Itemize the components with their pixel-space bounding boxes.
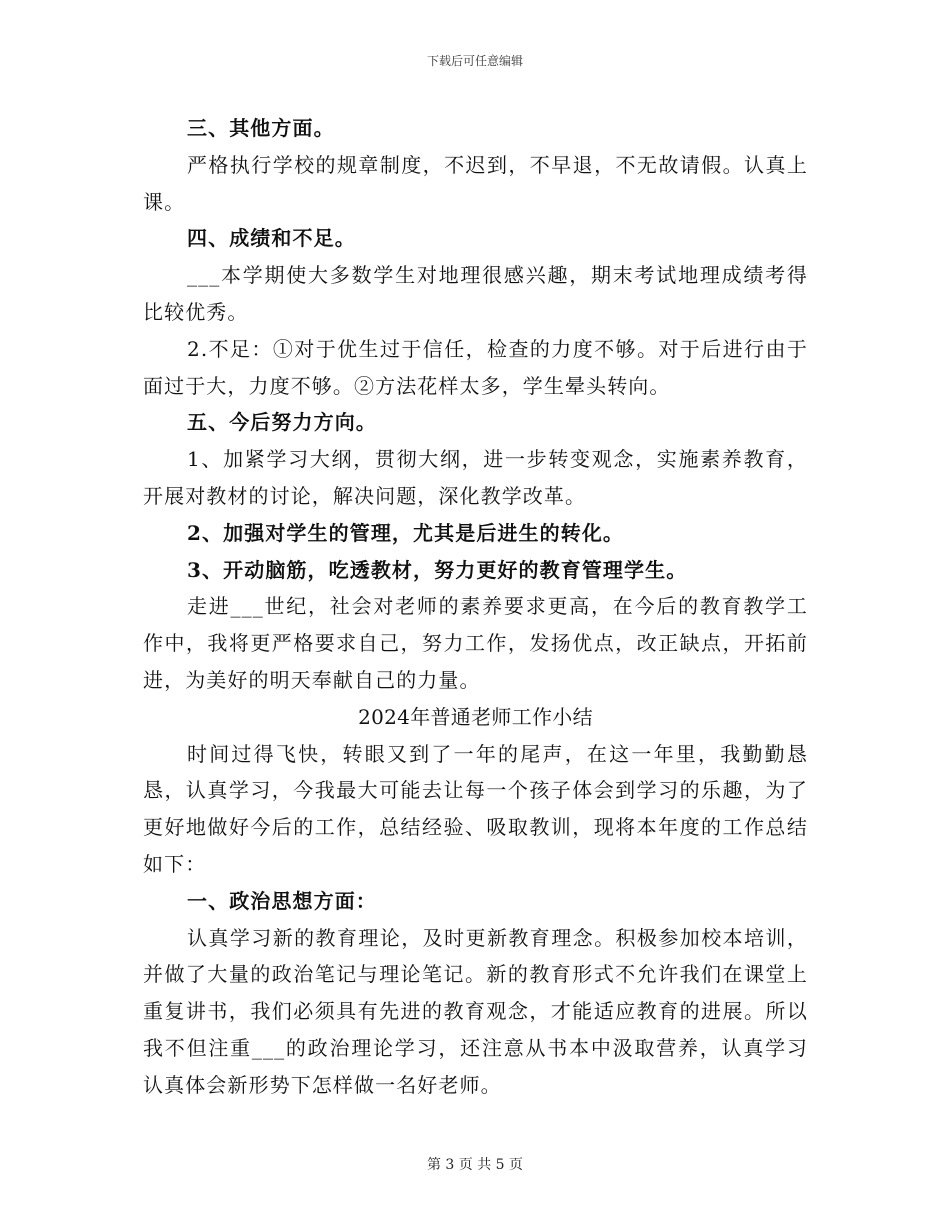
paragraph: 时间过得飞快，转眼又到了一年的尾声，在这一年里，我勤勤恳恳，认真学习，今我最大可能去让每一个孩子体会到学习的乐趣，为了更好地做好今后的工作，总结经验、吸取教训，现将本年度的工作总结如下：	[143, 741, 808, 876]
bold-item: 3、开动脑筋，吃透教材，努力更好的教育管理学生。	[187, 557, 688, 582]
document-body	[143, 110, 808, 1104]
paragraph: 1、加紧学习大纲，贯彻大纲，进一步转变观念，实施素养教育，开展对教材的讨论，解决问题，深化教学改革。	[143, 447, 808, 508]
document-title: 2024年普通老师工作小结	[358, 704, 593, 729]
paragraph: 走进___世纪，社会对老师的素养要求更高，在今后的教育教学工作中，我将更严格要求自己，努力工作，发扬优点，改正缺点，开拓前进，为美好的明天奉献自己的力量。	[143, 594, 808, 692]
page-header-note: 下载后可任意编辑	[426, 54, 523, 68]
bold-item: 2、加强对学生的管理，尤其是后进生的转化。	[187, 520, 625, 545]
section-heading-political: 一、政治思想方面：	[187, 888, 377, 913]
paragraph: 严格执行学校的规章制度，不迟到，不早退，不无故请假。认真上课。	[143, 152, 808, 214]
page-footer-number: 第 3 页 共 5 页	[426, 1157, 524, 1173]
paragraph: 2.不足：①对于优生过于信任，检查的力度不够。对于后进行由于面过于大，力度不够。②方法花样太多，学生晕头转向。	[143, 336, 808, 398]
section-heading-direction: 五、今后努力方向。	[187, 410, 377, 435]
section-heading-results: 四、成绩和不足。	[187, 226, 356, 251]
paragraph: 认真学习新的教育理论，及时更新教育理念。积极参加校本培训，并做了大量的政治笔记与理论笔记。新的教育形式不允许我们在课堂上重复讲书，我们必须具有先进的教育观念，才能适应教育的进展。所以我不但注重___的政治理论学习，还注意从书本中汲取营养，认真学习认真体会新形势下怎样做一名好老师。	[143, 925, 808, 1097]
section-heading-other: 三、其他方面。	[187, 116, 335, 140]
paragraph: ___本学期使大多数学生对地理很感兴趣，期末考试地理成绩考得比较优秀。	[143, 263, 808, 324]
